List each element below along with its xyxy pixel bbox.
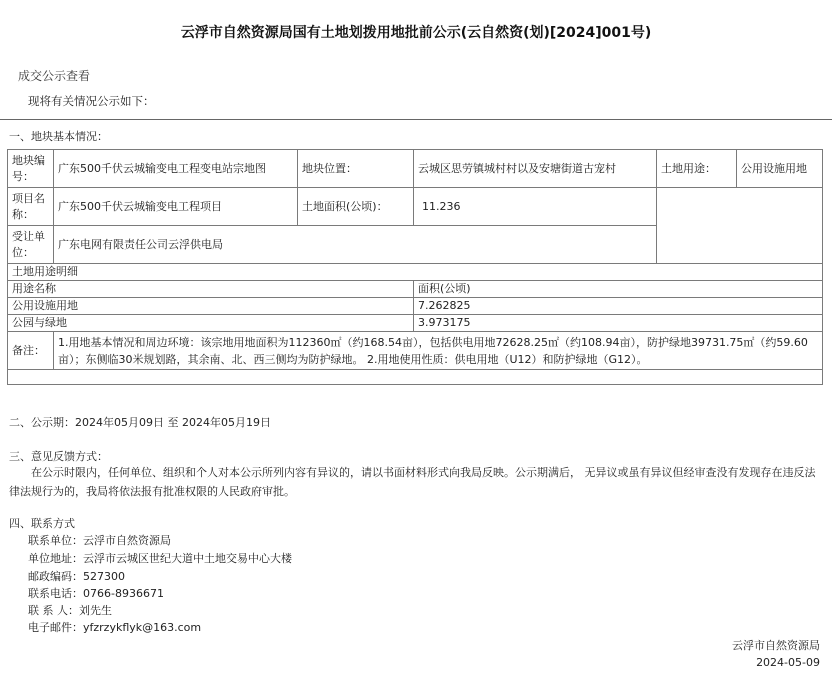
table-row bbox=[8, 370, 823, 385]
section1-heading: 一、地块基本情况： bbox=[9, 130, 108, 143]
area-value: 11.236 bbox=[414, 188, 657, 226]
page-title: 云浮市自然资源局国有土地划拨用地批前公示(云自然资(划)[2024]001号) bbox=[180, 25, 652, 41]
contact-address: 单位地址：云浮市云城区世纪大道中土地交易中心大楼 bbox=[28, 552, 292, 565]
contact-postcode: 邮政编码：527300 bbox=[28, 570, 125, 583]
divider bbox=[0, 119, 832, 120]
detail-area: 7.262825 bbox=[414, 298, 823, 315]
footer-date: 2024-05-09 bbox=[756, 656, 820, 669]
section4-heading: 四、联系方式 bbox=[9, 517, 75, 530]
table-row bbox=[8, 315, 823, 332]
grantee-label: 受让单位： bbox=[8, 226, 54, 264]
parcel-no-label: 地块编号： bbox=[8, 150, 54, 188]
use-value: 公用设施用地 bbox=[737, 150, 823, 188]
table-row bbox=[8, 298, 823, 315]
detail-name: 公用设施用地 bbox=[8, 298, 414, 315]
detail-col-area: 面积(公顷) bbox=[414, 281, 823, 298]
detail-area: 3.973175 bbox=[414, 315, 823, 332]
table-row bbox=[8, 188, 823, 226]
table-row bbox=[8, 332, 823, 370]
contact-person: 联 系 人：刘先生 bbox=[28, 604, 112, 617]
location-label: 地块位置： bbox=[298, 150, 414, 188]
contact-email: 电子邮件：yfzrzykflyk@163.com bbox=[28, 621, 202, 634]
contact-phone: 联系电话：0766-8936671 bbox=[28, 587, 164, 600]
detail-heading: 土地用途明细 bbox=[8, 264, 823, 281]
detail-name: 公园与绿地 bbox=[8, 315, 414, 332]
table-row bbox=[8, 281, 823, 298]
detail-col-name: 用途名称 bbox=[8, 281, 414, 298]
footer-org: 云浮市自然资源局 bbox=[732, 639, 820, 652]
project-label: 项目名称： bbox=[8, 188, 54, 226]
note-value: 1.用地基本情况和周边环境：该宗地用地面积为112360㎡（约168.54亩），包括供电用地72628.25㎡（约108.94亩），防护绿地39731.75㎡（约59.60亩）；东侧临30米规划路，其余南、北、西三侧均为防护绿地。 2.用地使用性质：供电用地（U12）和防护绿地（G12）。 bbox=[54, 332, 823, 370]
empty-cell bbox=[657, 188, 823, 264]
project-value: 广东500千伏云城输变电工程项目 bbox=[54, 188, 298, 226]
parcel-info-table bbox=[7, 149, 823, 385]
area-label: 土地面积(公顷)： bbox=[298, 188, 414, 226]
contact-org: 联系单位：云浮市自然资源局 bbox=[28, 534, 171, 547]
location-value: 云城区思劳镇城村村以及安塘街道古宠村 bbox=[414, 150, 657, 188]
intro-text: 现将有关情况公示如下： bbox=[28, 94, 155, 108]
section3-body: 在公示时限内，任何单位、组织和个人对本公示所列内容有异议的，请以书面材料形式向我局反映。公示期满后， 无异议或虽有异议但经审查没有发现存在违反法律法规行为的，我局将依法报有批准权限的人民政府审批。 bbox=[9, 466, 816, 498]
empty-cell bbox=[8, 370, 823, 385]
section3-heading: 三、意见反馈方式： bbox=[9, 450, 108, 463]
parcel-no-value: 广东500千伏云城输变电工程变电站宗地图 bbox=[54, 150, 298, 188]
table-row bbox=[8, 150, 823, 188]
note-label: 备注： bbox=[8, 332, 54, 370]
grantee-value: 广东电网有限责任公司云浮供电局 bbox=[54, 226, 657, 264]
subheading: 成交公示查看 bbox=[18, 69, 91, 83]
use-label: 土地用途： bbox=[657, 150, 737, 188]
table-row bbox=[8, 264, 823, 281]
section2-heading: 二、公示期：2024年05月09日 至 2024年05月19日 bbox=[9, 416, 271, 429]
